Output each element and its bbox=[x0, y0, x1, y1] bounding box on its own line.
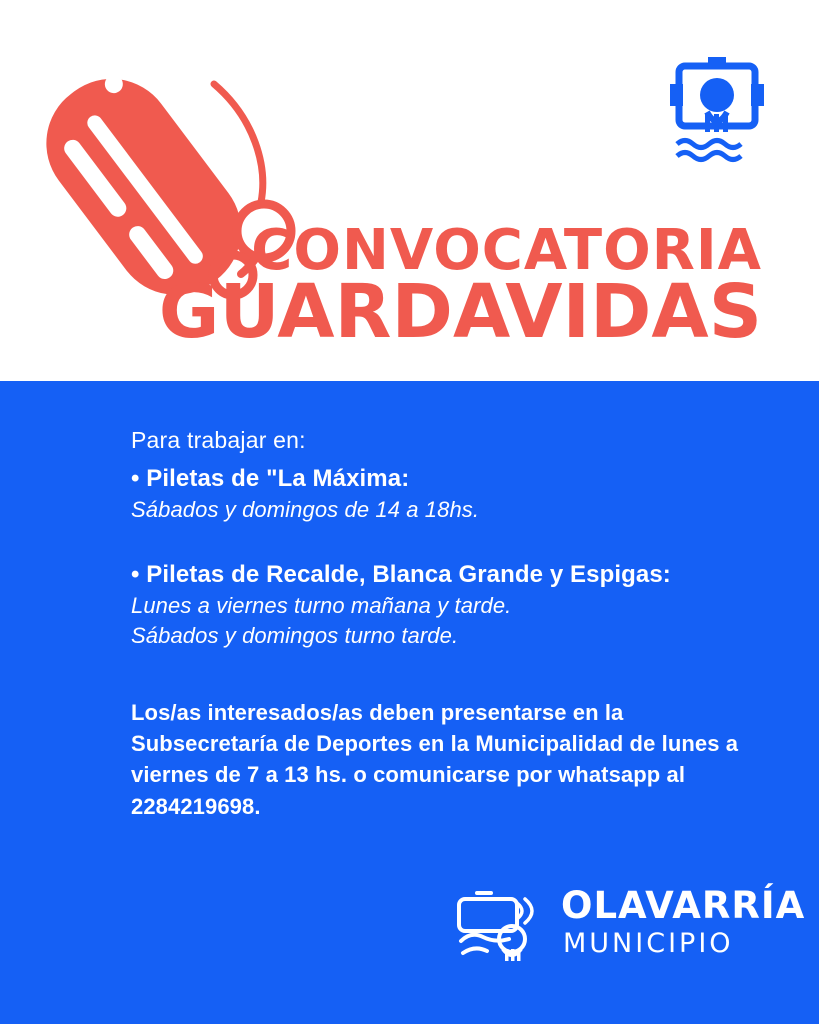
instructions-block bbox=[131, 697, 741, 822]
list-item-schedule-2-2: Sábados y domingos turno tarde. bbox=[131, 623, 459, 648]
poster-body-section bbox=[0, 381, 819, 1024]
poster-title bbox=[0, 218, 790, 356]
footer-text bbox=[561, 884, 806, 959]
footer-subtitle: MUNICIPIO bbox=[563, 928, 734, 959]
poster-header-section bbox=[0, 0, 819, 381]
footer-city-name: OLAVARRÍA bbox=[561, 884, 806, 927]
spacer bbox=[131, 527, 751, 561]
list-item-bullet-2: • Piletas de Recalde, Blanca Grande y Espigas: bbox=[131, 561, 671, 588]
instructions-paragraph: Los/as interesados/as deben presentarse en la Subsecretaría de Deportes en la Municipalidad de lunes a viernes de 7 a 13 hs. o comunicarse por whatsapp al 2284219698. bbox=[131, 700, 739, 819]
olavarria-logo-icon bbox=[455, 883, 551, 969]
title-line-1: CONVOCATORIA bbox=[251, 218, 762, 283]
list-item-bullet-1: • Piletas de "La Máxima: bbox=[131, 465, 410, 492]
municipal-crest-icon bbox=[667, 52, 767, 167]
poster-body-content bbox=[131, 427, 751, 822]
footer-logo bbox=[455, 881, 806, 981]
list-item-schedule-2-1: Lunes a viernes turno mañana y tarde. bbox=[131, 593, 512, 618]
title-line-2: GUARDAVIDAS bbox=[158, 269, 762, 356]
body-lead: Para trabajar en: bbox=[131, 427, 306, 453]
list-item-schedule-1-1: Sábados y domingos de 14 a 18hs. bbox=[131, 497, 480, 522]
